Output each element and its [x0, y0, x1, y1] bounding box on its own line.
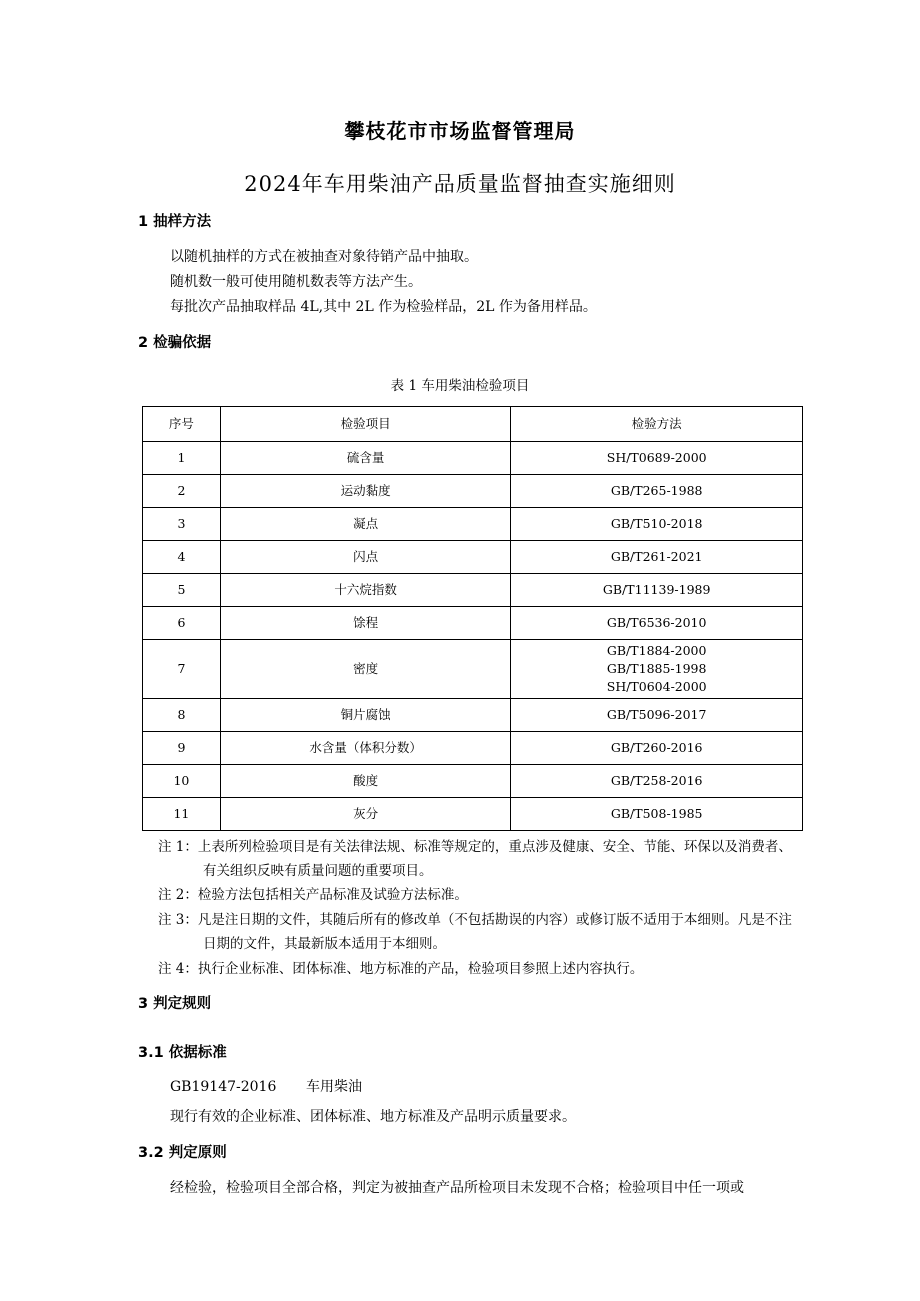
method-code: GB/T1885-1998: [606, 661, 707, 676]
note-3-continued: 日期的文件，其最新版本适用于本细则。: [203, 936, 446, 952]
table-row: [143, 732, 803, 765]
header-method: 检验方法: [511, 407, 803, 442]
note-1: 注 1：上表所列检验项目是有关法律法规、标准等规定的，重点涉及健康、安全、节能、环保以及消费者、: [158, 839, 792, 855]
document-title-agency: 攀枝花市市场监督管理局: [344, 119, 576, 143]
document-title: 2024年车用柴油产品质量监督抽查实施细则: [244, 172, 676, 196]
section-heading-judgement: 3 判定规则: [138, 996, 212, 1012]
sampling-line-1: 以随机抽样的方式在被抽查对象待销产品中抽取。: [170, 249, 478, 265]
row-item: 水含量（体积分数）: [220, 732, 511, 765]
row-number: 9: [143, 732, 221, 765]
inspection-items-table: [142, 406, 803, 831]
method-code: GB/T508-1985: [610, 806, 703, 821]
row-number: 4: [143, 541, 221, 574]
method-code: GB/T11139-1989: [602, 582, 711, 597]
table-caption: 表 1 车用柴油检验项目: [390, 378, 530, 394]
row-item: 铜片腐蚀: [220, 699, 511, 732]
row-method: [511, 798, 803, 831]
table-header-row: [143, 407, 803, 442]
method-code: SH/T0689-2000: [606, 450, 707, 465]
header-item: 检验项目: [220, 407, 511, 442]
section-heading-inspection: 2 检骗依据: [138, 335, 212, 351]
row-number: 2: [143, 475, 221, 508]
method-code: GB/T265-1988: [610, 483, 703, 498]
standard-requirements-line: 现行有效的企业标准、团体标准、地方标准及产品明示质量要求。: [170, 1109, 576, 1125]
table-row: [143, 541, 803, 574]
table-row: [143, 607, 803, 640]
table-row: [143, 442, 803, 475]
row-item: 酸度: [220, 765, 511, 798]
method-code: GB/T261-2021: [610, 549, 703, 564]
row-method: [511, 508, 803, 541]
method-code: GB/T6536-2010: [606, 615, 707, 630]
subsection-heading-principle: 3.2 判定原则: [138, 1145, 227, 1161]
row-number: 10: [143, 765, 221, 798]
method-code: GB/T1884-2000: [606, 643, 707, 658]
subsection-heading-standard: 3.1 依据标准: [138, 1045, 227, 1061]
row-method: [511, 640, 803, 699]
row-item: 馀程: [220, 607, 511, 640]
header-number: 序号: [143, 407, 221, 442]
row-number: 1: [143, 442, 221, 475]
sampling-line-3: 每批次产品抽取样品 4L,其中 2L 作为检验样品，2L 作为备用样品。: [170, 299, 597, 315]
row-method: [511, 732, 803, 765]
method-code: GB/T258-2016: [610, 773, 703, 788]
standard-line: [170, 1076, 362, 1096]
principle-line: 经检验，检验项目全部合格，判定为被抽查产品所检项目未发现不合格；检验项目中任一项或: [170, 1180, 744, 1196]
table-row: [143, 798, 803, 831]
row-method: [511, 475, 803, 508]
row-number: 3: [143, 508, 221, 541]
sampling-line-2: 随机数一般可使用随机数表等方法产生。: [170, 274, 422, 290]
row-method: [511, 574, 803, 607]
method-code: GB/T260-2016: [610, 740, 703, 755]
table-row: [143, 699, 803, 732]
row-method: [511, 541, 803, 574]
row-number: 5: [143, 574, 221, 607]
row-method: [511, 607, 803, 640]
note-3: 注 3：凡是注日期的文件，其随后所有的修改单（不包括勘误的内容）或修订版不适用于本细则。凡是不注: [158, 912, 792, 928]
standard-name: 车用柴油: [306, 1079, 362, 1095]
row-item: 硫含量: [220, 442, 511, 475]
note-4: 注 4：执行企业标准、团体标准、地方标准的产品，检验项目参照上述内容执行。: [158, 961, 644, 977]
table-row: [143, 574, 803, 607]
row-item: 灰分: [220, 798, 511, 831]
row-method: [511, 699, 803, 732]
method-code: GB/T510-2018: [610, 516, 703, 531]
table-row: [143, 475, 803, 508]
row-item: 闪点: [220, 541, 511, 574]
method-code: SH/T0604-2000: [606, 679, 707, 694]
row-method: [511, 442, 803, 475]
method-code: GB/T5096-2017: [606, 707, 707, 722]
note-1-continued: 有关组织反映有质量问题的重要项目。: [203, 863, 433, 879]
table-row: [143, 765, 803, 798]
row-item: 密度: [220, 640, 511, 699]
row-number: 8: [143, 699, 221, 732]
table-row: [143, 508, 803, 541]
note-2: 注 2：检验方法包括相关产品标准及试验方法标准。: [158, 887, 468, 903]
row-item: 运动黏度: [220, 475, 511, 508]
standard-code: GB19147-2016: [170, 1079, 277, 1095]
table-row: [143, 640, 803, 699]
section-heading-sampling: 1 抽样方法: [138, 214, 212, 230]
row-number: 7: [143, 640, 221, 699]
row-number: 6: [143, 607, 221, 640]
row-number: 11: [143, 798, 221, 831]
row-method: [511, 765, 803, 798]
row-item: 凝点: [220, 508, 511, 541]
row-item: 十六烷指数: [220, 574, 511, 607]
